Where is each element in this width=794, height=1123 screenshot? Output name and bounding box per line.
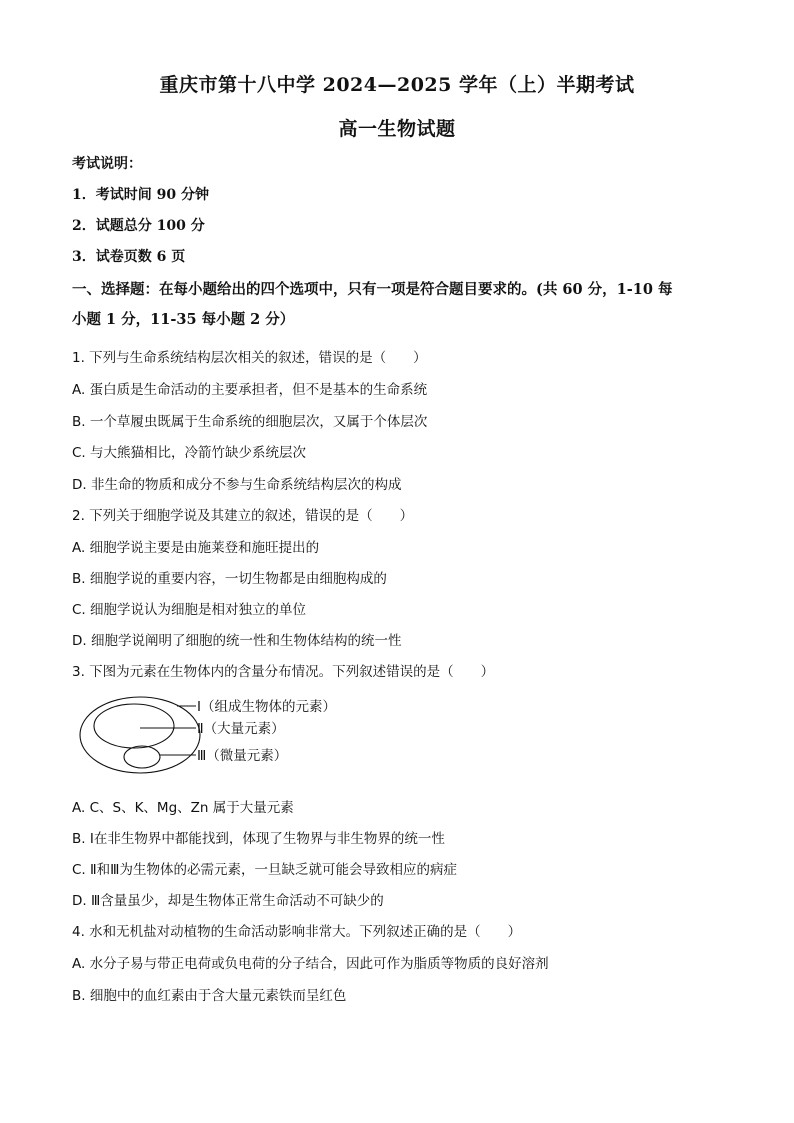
- label-I: Ⅰ（组成生物体的元素）: [197, 699, 336, 715]
- exam-subtitle: 高一生物试题: [338, 118, 456, 140]
- label-II: Ⅱ（大量元素）: [197, 721, 285, 737]
- question-4-option-b: B. 细胞中的血红素由于含大量元素铁而呈红色: [72, 988, 347, 1004]
- inner-ellipse-III: [124, 746, 160, 768]
- question-1-option-d: D. 非生命的物质和成分不参与生命系统结构层次的构成: [72, 477, 402, 493]
- question-4-option-a: A. 水分子易与带正电荷或负电荷的分子结合，因此可作为脂质等物质的良好溶剂: [72, 956, 549, 972]
- question-3-option-b: B. Ⅰ在非生物界中都能找到，体现了生物界与非生物界的统一性: [72, 831, 445, 847]
- instructions-heading: 考试说明：: [72, 156, 142, 172]
- label-III: Ⅲ（微量元素）: [197, 748, 288, 764]
- question-1-option-c: C. 与大熊猫相比，冷箭竹缺少系统层次: [72, 445, 307, 461]
- exam-title: 重庆市第十八中学 2024—2025 学年（上）半期考试: [159, 74, 635, 96]
- instruction-item: 3．试卷页数 6 页: [72, 249, 186, 265]
- instruction-item: 2．试题总分 100 分: [72, 218, 205, 234]
- question-2-option-b: B. 细胞学说的重要内容，一切生物都是由细胞构成的: [72, 571, 387, 587]
- question-4-stem: 4. 水和无机盐对动植物的生命活动影响非常大。下列叙述正确的是（ ）: [72, 924, 522, 940]
- instruction-item: 1．考试时间 90 分钟: [72, 187, 209, 203]
- question-1-option-a: A. 蛋白质是生命活动的主要承担者，但不是基本的生命系统: [72, 382, 428, 398]
- question-1-option-b: B. 一个草履虫既属于生命系统的细胞层次，又属于个体层次: [72, 414, 428, 430]
- section-heading-line1: 一、选择题：在每小题给出的四个选项中，只有一项是符合题目要求的。(共 60 分，1-10 每: [72, 281, 673, 298]
- question-2-option-d: D. 细胞学说阐明了细胞的统一性和生物体结构的统一性: [72, 633, 402, 649]
- question-2-option-c: C. 细胞学说认为细胞是相对独立的单位: [72, 602, 307, 618]
- element-distribution-diagram: [76, 693, 366, 778]
- question-3-option-a: A. C、S、K、Mg、Zn 属于大量元素: [72, 800, 294, 816]
- question-1-stem: 1. 下列与生命系统结构层次相关的叙述，错误的是（ ）: [72, 350, 427, 366]
- question-2-option-a: A. 细胞学说主要是由施莱登和施旺提出的: [72, 540, 320, 556]
- question-3-option-d: D. Ⅲ含量虽少，却是生物体正常生命活动不可缺少的: [72, 893, 384, 909]
- question-3-stem: 3. 下图为元素在生物体内的含量分布情况。下列叙述错误的是（ ）: [72, 664, 495, 680]
- question-2-stem: 2. 下列关于细胞学说及其建立的叙述，错误的是（ ）: [72, 508, 414, 524]
- question-3-option-c: C. Ⅱ和Ⅲ为生物体的必需元素，一旦缺乏就可能会导致相应的病症: [72, 862, 457, 878]
- middle-ellipse-II: [94, 704, 174, 748]
- section-heading-line2: 小题 1 分，11-35 每小题 2 分）: [72, 311, 295, 328]
